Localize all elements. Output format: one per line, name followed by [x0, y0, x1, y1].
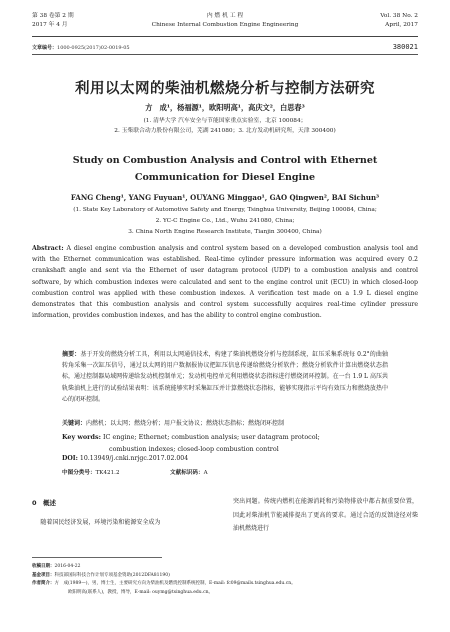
footnote-corresponding: 欧阳明高(联系人)，教授，博导，E-mail: ouymg@tsinghua.edu.cn。: [68, 589, 214, 595]
body-text-left: 随着国民经济发展，环境污染和能源安全成为: [40, 519, 161, 526]
title-chinese: 利用以太网的柴油机燃烧分析与控制方法研究: [75, 81, 375, 97]
classification-codes: 中图分类号：TK421.2 文献标识码：A: [62, 470, 208, 476]
running-header: [32, 12, 418, 37]
keywords-english: Key words: IC engine; Ethernet; combustion analysis; user datagram protocol; combustion indexes; closed-loop combustion control: [62, 433, 320, 453]
article-number: 文章编号：1000-0925(2017)02-0019-05: [32, 45, 130, 51]
title-english: Study on Combustion Analysis and Control with Ethernet Communication for Diesel Engine: [72, 155, 378, 183]
footnote-fund: 基金项目：科技部国际科技合作计划专项基金资助(2012DFA81190): [32, 572, 170, 578]
footnote-divider: [32, 557, 162, 558]
section-heading: 0 概述: [32, 499, 57, 507]
authors-english: FANG Cheng¹, YANG Fuyuan¹, OUYANG Minggao¹, GAO Qingwen², BAI Sichun³: [70, 193, 380, 202]
body-text-right: 突出问题。传统内燃机在能源消耗和污染物排放中都占据重要位置，因此对柴油机节能减排提出了更高的要求。通过合适的反馈途径对柴油机燃烧进行: [233, 498, 418, 532]
authors-chinese: 方 成¹，杨福源¹，欧阳明高¹，高庆文²，白思春³: [145, 103, 305, 112]
document-id: 380021: [392, 43, 418, 51]
document-code: 文献标识码：A: [170, 470, 208, 476]
header-volume: 第 38 卷第 2 期 2017 年 4 月: [32, 13, 74, 28]
footnote-author: 作者简介：方 成(1989—)，男，博士生，主要研究方向为柴油机及燃烧控制系统控制，E-mail: fc09@mails.tsinghua.edu.cn。: [32, 581, 296, 587]
footnotes: [32, 563, 430, 597]
affiliations-english: (1. State Key Laboratory of Automotive Safety and Energy, Tsinghua University, Beijing 100084, China; 2. YC-C Engine Co., Ltd., Wuhu 241080, China; 3. China North Engine Research Institute, Tianjin 300400, China): [73, 207, 377, 235]
header-volume-en: Vol. 38 No. 2 April, 2017: [380, 13, 418, 28]
abstract-english: Abstract: A diesel engine combustion analysis and control system based on a developed combustion analysis tool and with the Ethernet communication was established. Real-time cylinder pressure information was acquired every 0.2 crankshaft angle and sent via the Ethernet of user datagram protocol (UDP) to a combustion analysis and control software, by which combustion indexes were calculated and sent to the engine control unit (ECU) in which closed-loop combustion control was applied with these combustion indexes. A verification test made on a 1.9 L diesel engine demonstrates that this combustion analysis and control system successfully acquires real-time cylinder pressure information, provides combustion indexes, and has the ability to control engine combustion.: [32, 245, 418, 320]
footnote-received: 收稿日期：2016-04-22: [32, 564, 81, 569]
doi: DOI: 10.13949/j.cnki.nrjgc.2017.02.004: [62, 455, 189, 462]
header-divider: [32, 54, 418, 55]
abstract-chinese: 摘要：基于开发的燃烧分析工具，利用以太网通信技术，构建了柴油机燃烧分析与控制系统，缸压采集系统每 0.2°的曲轴转角采集一次缸压信号，通过以太网的用户数据报协议把缸压信息传递给燃烧分析软件；燃烧分析软件计算出燃烧状态指标，通过控制器局域网传递给发动机控制单元；发动机电控单元利用燃烧状态指标进行燃烧闭环控制。在一台 1.9 L 高压共轨柴油机上进行的试验结果表明：该系统能够实时采集缸压并计算燃烧状态指标，能够实现指示平均有效压力和燃烧放热中心的闭环控制。: [62, 351, 388, 403]
affiliations-chinese: (1. 清华大学 汽车安全与节能国家重点实验室，北京 100084； 2. 玉柴联合动力股份有限公司，芜湖 241080；3. 北方发动机研究所，天津 300400): [114, 118, 336, 134]
keywords-chinese: 关键词：内燃机；以太网；燃烧分析；用户报文协议；燃烧状态指标；燃烧闭环控制: [62, 420, 285, 427]
header-journal: 内 燃 机 工 程 Chinese Internal Combustion Engine Engineering: [151, 13, 299, 28]
